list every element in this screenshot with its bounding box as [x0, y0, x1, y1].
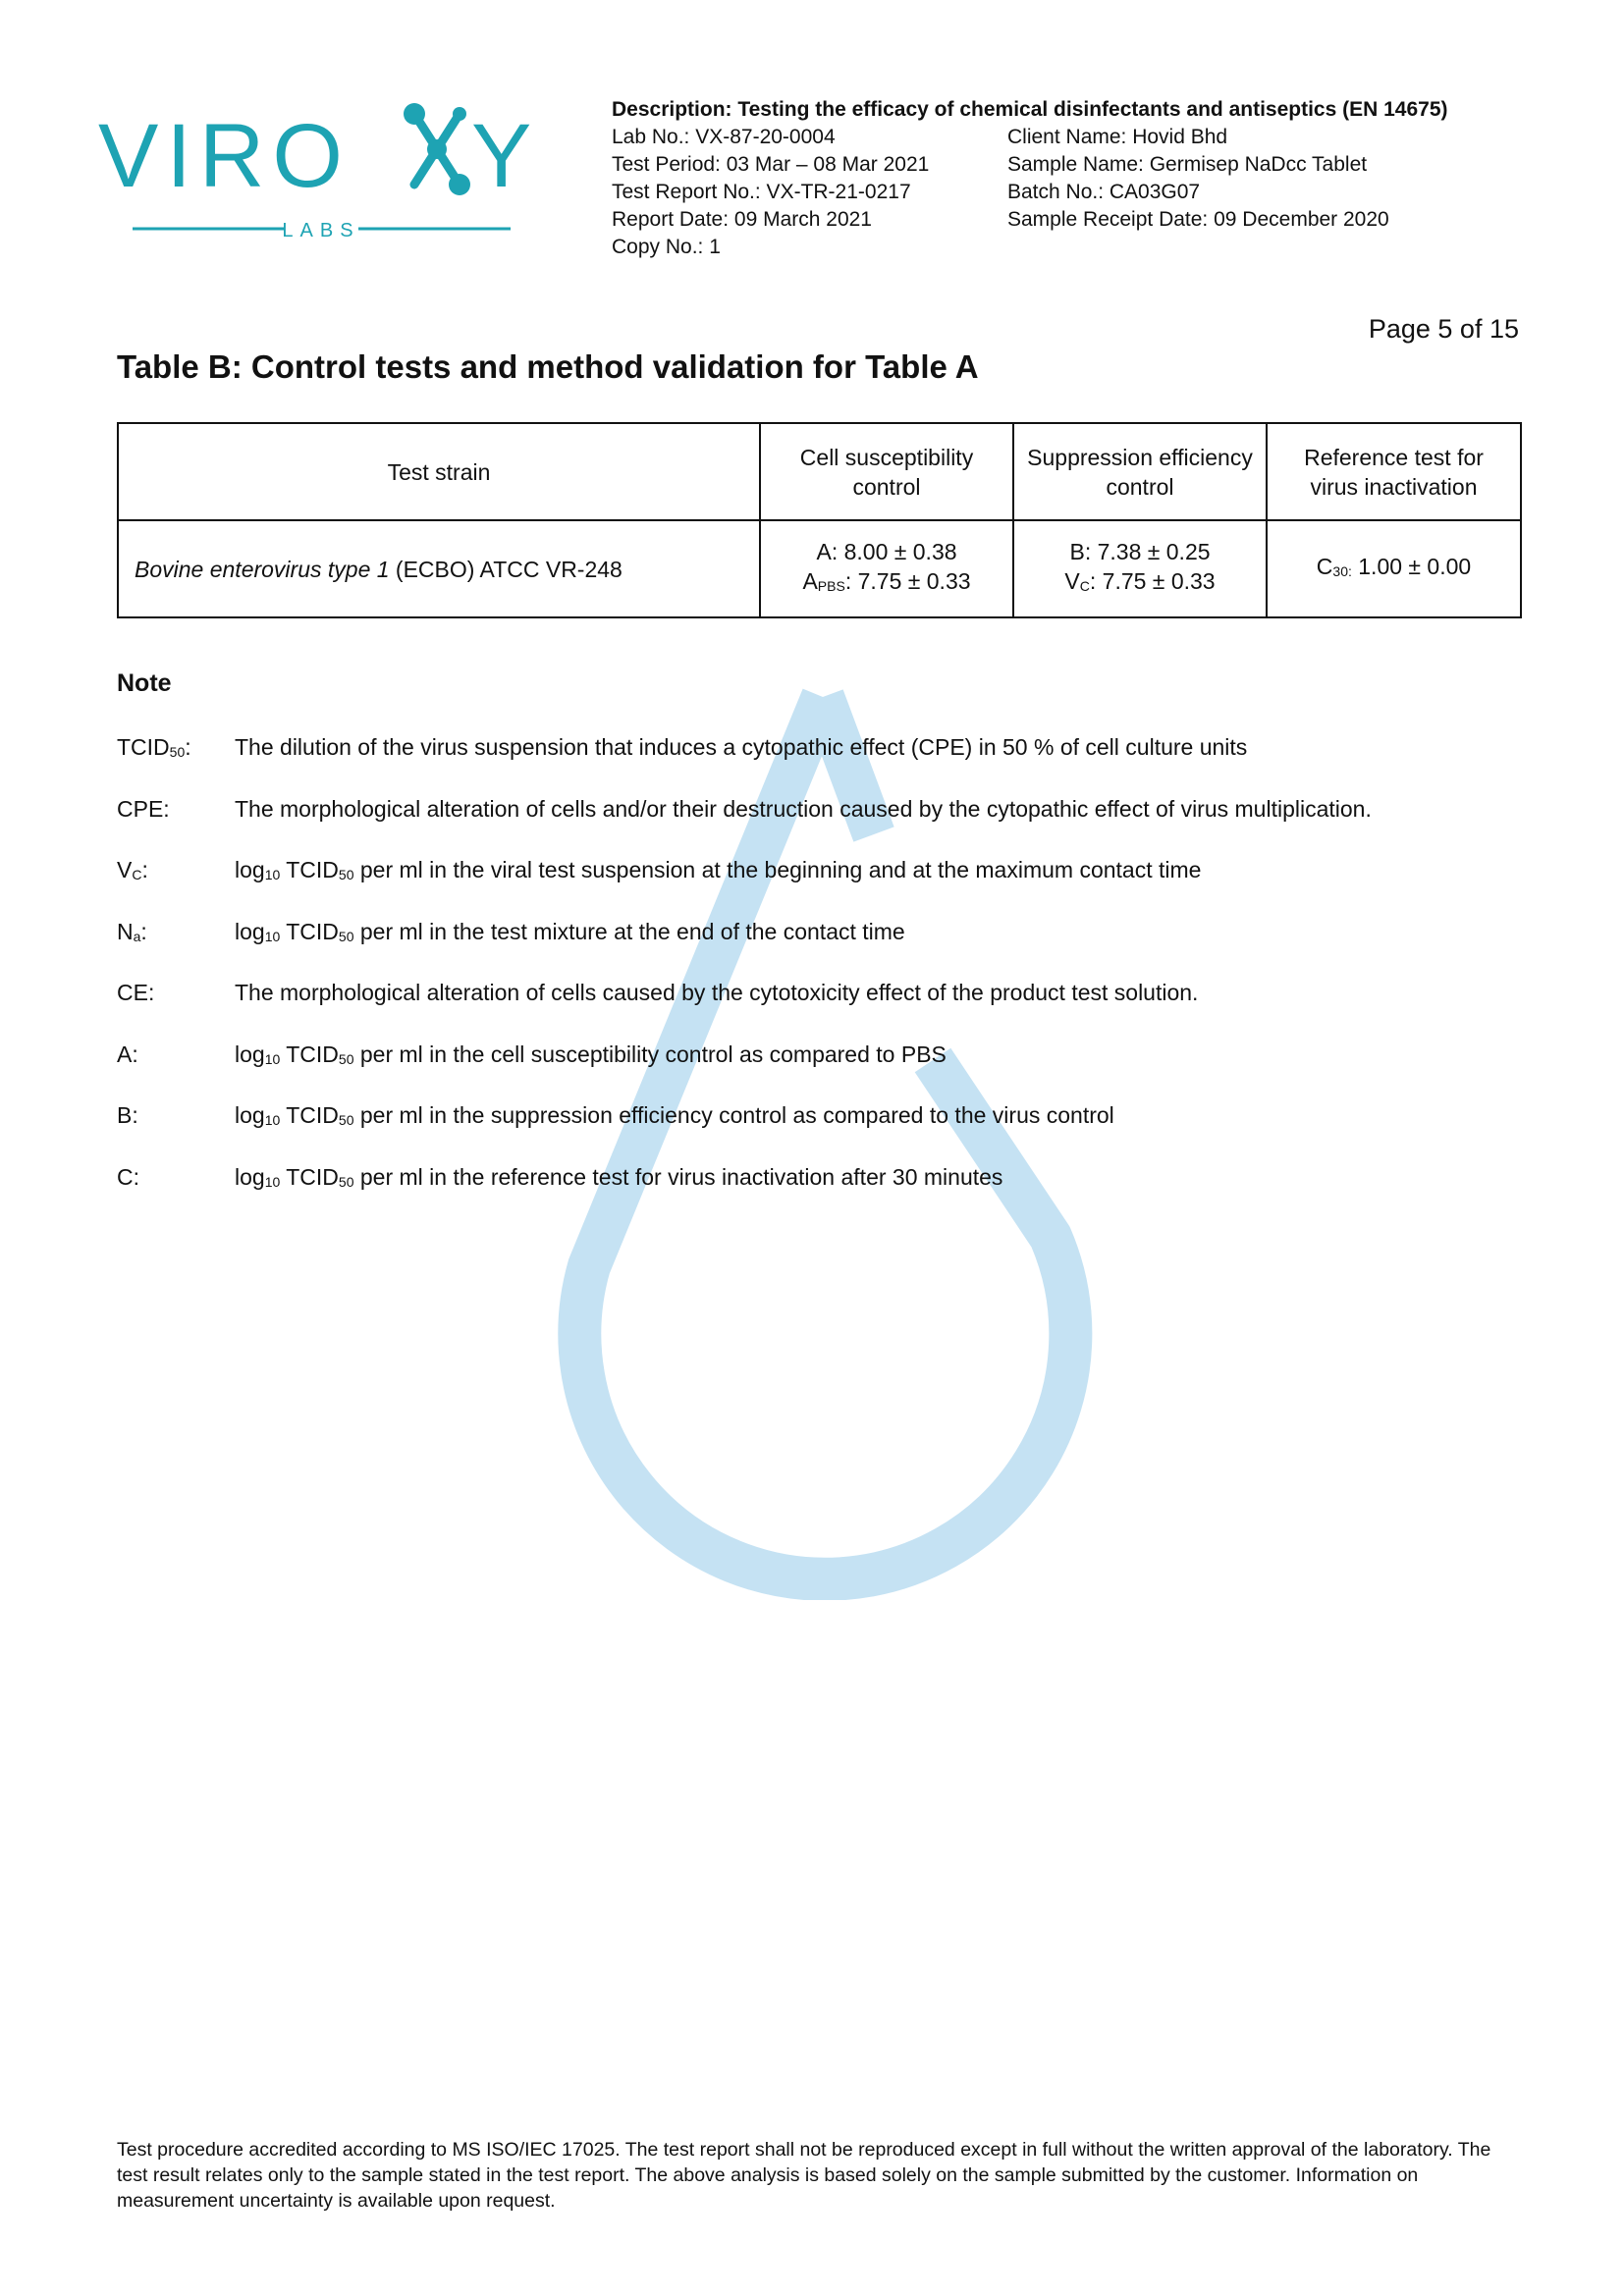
c30-value: 1.00 ± 0.00: [1351, 554, 1472, 579]
table-header-row: [118, 423, 1521, 520]
header-suppression-efficiency: Suppression efficiency control: [1013, 423, 1267, 520]
term-text: C:: [117, 1163, 139, 1190]
table-title: Table B: Control tests and method validation for Table A: [117, 348, 979, 385]
term-sub: 50: [169, 744, 186, 760]
term-sub: C: [132, 867, 142, 882]
definition-na: [117, 919, 1550, 981]
table-row: [118, 520, 1521, 617]
svg-text:Y: Y: [471, 106, 532, 206]
c30-label: C: [1316, 554, 1333, 579]
test-report-no: Test Report No.: VX-TR-21-0217: [612, 181, 911, 203]
apbs-value: : 7.75 ± 0.33: [844, 568, 971, 594]
term-text: TCID: [117, 734, 170, 760]
definition-text: $\log_{10}$ $TCID_{50}$ per ml in the viral test suspension at the beginning and at the maximum contact time: [235, 857, 1202, 882]
definition-text: The morphological alteration of cells caused by the cytotoxicity effect of the product test solution.: [235, 980, 1199, 1005]
copy-no: Copy No.: 1: [612, 236, 721, 258]
definition-text: The dilution of the virus suspension that induces a cytopathic effect (CPE) in 50 % of cell culture units: [235, 734, 1248, 760]
term-colon: :: [140, 918, 147, 944]
a-label: A: [816, 539, 832, 564]
term-sub: a: [133, 928, 141, 944]
b-value: : 7.38 ± 0.25: [1084, 539, 1211, 564]
definition-text: The morphological alteration of cells and/or their destruction caused by the cytopathic effect of virus multiplication.: [235, 795, 1372, 822]
control-tests-table: [117, 422, 1522, 618]
definition-c: [117, 1164, 1550, 1226]
definition-vc: [117, 857, 1550, 919]
definition-text: $\log_{10}$ $TCID_{50}$ per ml in the reference test for virus inactivation after 30 minutes: [235, 1163, 1003, 1190]
definition-ce: [117, 980, 1550, 1041]
vc-value: : 7.75 ± 0.33: [1089, 568, 1216, 594]
definition-a: [117, 1041, 1550, 1103]
term-text: N: [117, 918, 134, 944]
term-text: CPE:: [117, 795, 170, 822]
strain-rest: (ECBO) ATCC VR-248: [389, 556, 623, 582]
note-heading: Note: [117, 669, 172, 697]
vc-sub: C: [1079, 578, 1090, 594]
description: Description: Testing the efficacy of chemical disinfectants and antiseptics (EN 14675): [612, 98, 1448, 121]
definition-b: [117, 1102, 1550, 1164]
header-cell-susceptibility: Cell susceptibility control: [760, 423, 1013, 520]
definition-text: $\log_{10}$ $TCID_{50}$ per ml in the cell susceptibility control as compared to PBS: [235, 1041, 947, 1067]
a-value: : 8.00 ± 0.38: [831, 539, 957, 564]
definition-tcid50: [117, 734, 1550, 796]
batch-no: Batch No.: CA03G07: [1007, 181, 1201, 203]
apbs-label: A: [802, 568, 818, 594]
apbs-sub: PBS: [817, 578, 845, 594]
term-colon: :: [141, 857, 148, 882]
suppression-efficiency-values: [1013, 520, 1267, 617]
term-colon: :: [185, 734, 191, 760]
client-name: Client Name: Hovid Bhd: [1007, 126, 1228, 148]
definition-cpe: [117, 796, 1550, 858]
header-reference-test: Reference test for virus inactivation: [1267, 423, 1521, 520]
sample-name: Sample Name: Germisep NaDcc Tablet: [1007, 153, 1368, 176]
term-text: A:: [117, 1041, 138, 1067]
term-text: B:: [117, 1102, 138, 1128]
b-label: B: [1069, 539, 1085, 564]
vc-label: V: [1064, 568, 1080, 594]
footer-disclaimer: Test procedure accredited according to MS ISO/IEC 17025. The test report shall not be reproduced except in full without the written approval of the laboratory. The test result relates only to the sample stated in the test report. The above analysis is based solely on the sample submitted by the customer. Information on measurement uncertainty is available upon request.: [117, 2139, 1491, 2212]
definition-text: $\log_{10}$ $TCID_{50}$ per ml in the suppression efficiency control as compared to the virus control: [235, 1102, 1114, 1128]
term-text: CE:: [117, 980, 155, 1005]
header-test-strain: Test strain: [118, 423, 760, 520]
cell-test-strain: [118, 520, 760, 617]
svg-text:VIRO: VIRO: [98, 106, 351, 206]
c30-sub: 30:: [1332, 563, 1352, 579]
cell-susceptibility-values: [760, 520, 1013, 617]
test-period: Test Period: 03 Mar – 08 Mar 2021: [612, 153, 930, 176]
sample-receipt-date: Sample Receipt Date: 09 December 2020: [1007, 208, 1389, 231]
report-date: Report Date: 09 March 2021: [612, 208, 872, 231]
definitions-list: [117, 734, 1550, 1225]
strain-italic: Bovine enterovirus type 1: [135, 556, 390, 582]
report-header: [612, 96, 1448, 261]
svg-text:LABS: LABS: [282, 220, 360, 241]
reference-test-value: [1267, 520, 1521, 617]
viroxy-labs-logo: [98, 98, 550, 245]
term-text: V: [117, 857, 133, 882]
definition-text: $\log_{10}$ $TCID_{50}$ per ml in the test mixture at the end of the contact time: [235, 918, 905, 944]
lab-no: Lab No.: VX-87-20-0004: [612, 126, 836, 148]
page-number: Page 5 of 15: [1368, 314, 1519, 344]
